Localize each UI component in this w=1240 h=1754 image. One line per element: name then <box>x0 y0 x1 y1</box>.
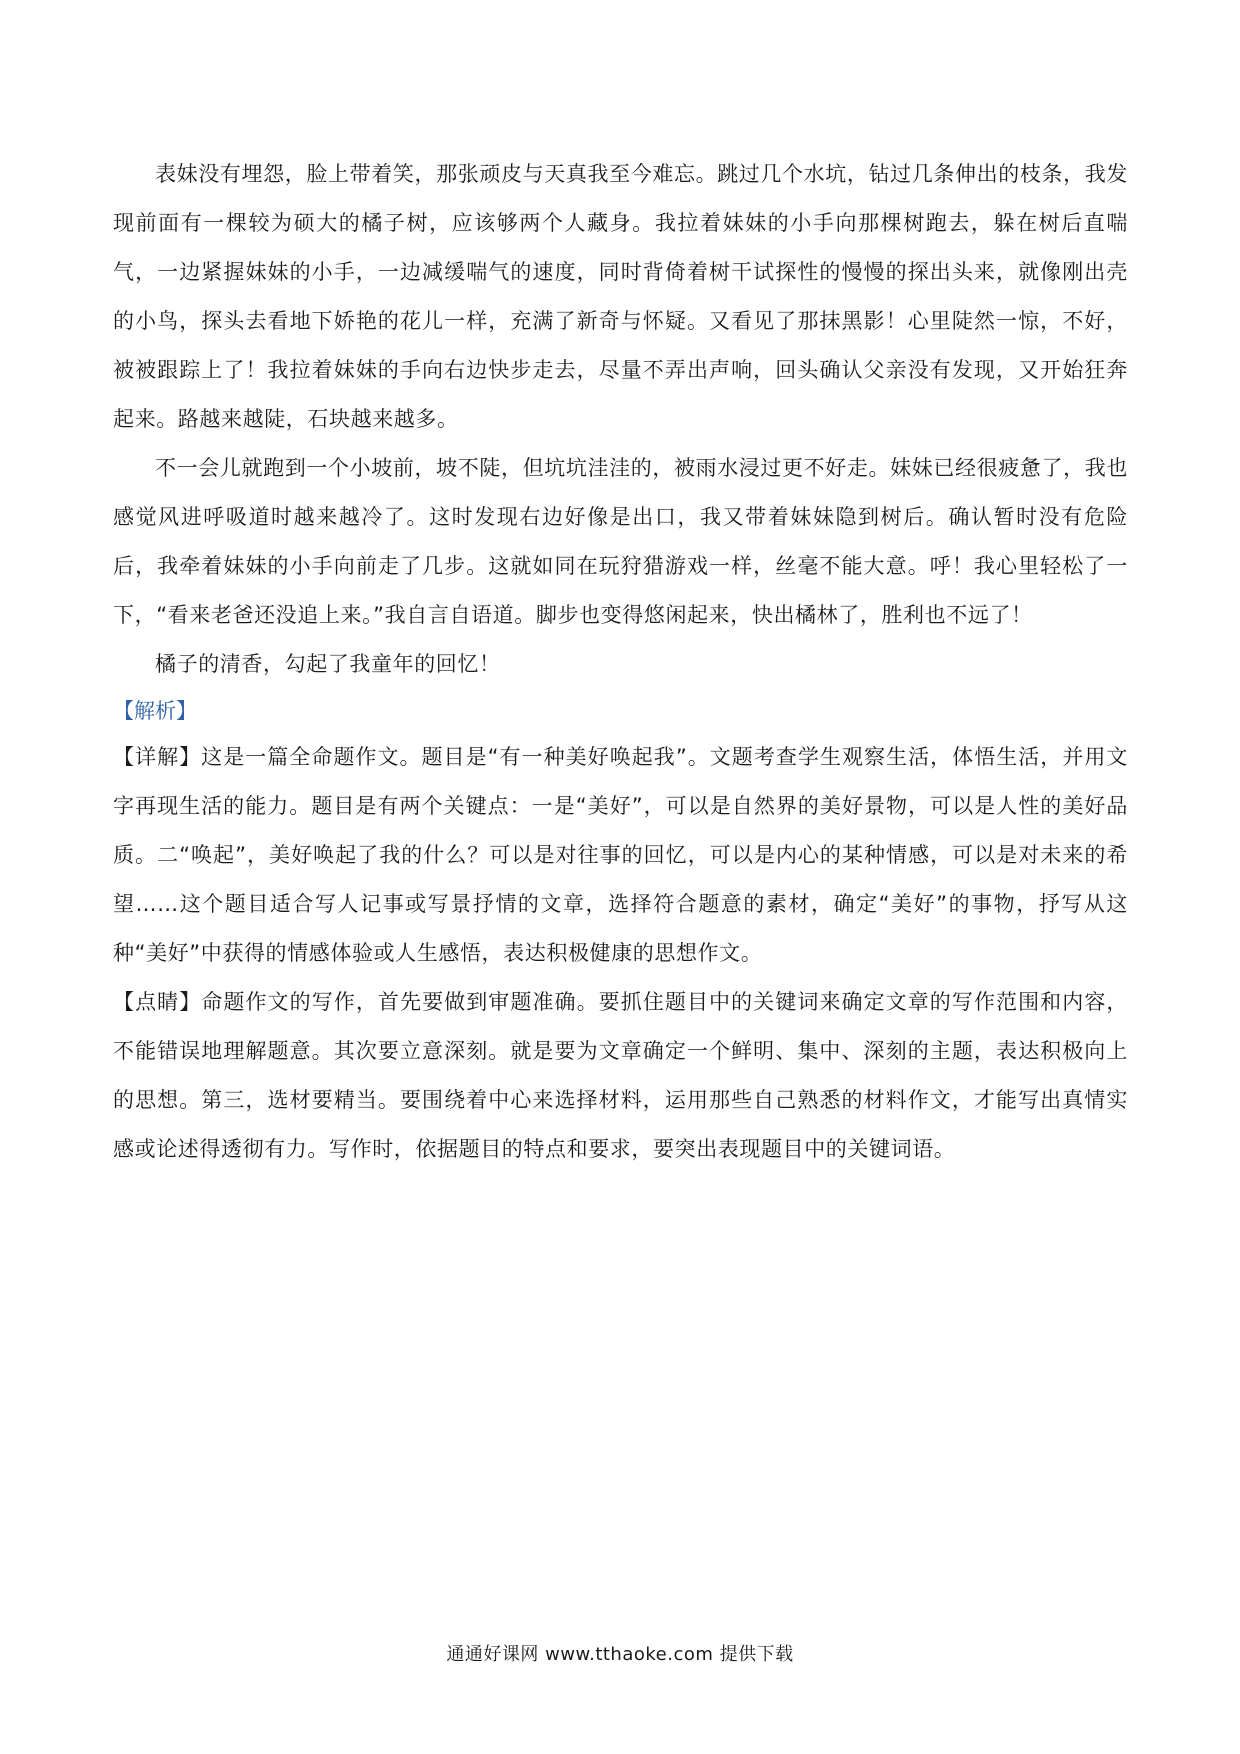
story-paragraph-1: 表妹没有埋怨，脸上带着笑，那张顽皮与天真我至今难忘。跳过几个水坑，钻过几条伸出的枝条，我发现前面有一棵较为硕大的橘子树，应该够两个人藏身。我拉着妹妹的小手向那棵树跑去，躲在树后直喘气，一边紧握妹妹的小手，一边减缓喘气的速度，同时背倚着树干试探性的慢慢的探出头来，就像刚出壳的小鸟，探头去看地下娇艳的花儿一样，充满了新奇与怀疑。又看见了那抹黑影！心里陡然一惊，不好，被被跟踪上了！我拉着妹妹的手向右边快步走去，尽量不弄出声响，回头确认父亲没有发现，又开始狂奔起来。路越来越陡，石块越来越多。 <box>113 162 1128 431</box>
detail-text: 这是一篇全命题作文。题目是“有一种美好唤起我”。文题考查学生观察生活，体悟生活，并用文字再现生活的能力。题目是有两个关键点：一是“美好”，可以是自然界的美好景物，可以是人性的美好品质。二“唤起”，美好唤起了我的什么？可以是对往事的回忆，可以是内心的某种情感，可以是对未来的希望……这个题目适合写人记事或写景抒情的文章，选择符合题意的素材，确定“美好”的事物，抒写从这种“美好”中获得的情感体验或人生感悟，表达积极健康的思想作文。 <box>113 745 1129 965</box>
footer-watermark: 通通好课网 www.tthaoke.com 提供下载 <box>446 1644 794 1665</box>
highlight-label: 【点睛】 <box>113 990 202 1014</box>
detail-label: 【详解】 <box>113 745 202 769</box>
highlight-text: 命题作文的写作，首先要做到审题准确。要抓住题目中的关键词来确定文章的写作范围和内容，不能错误地理解题意。其次要立意深刻。就是要为文章确定一个鲜明、集中、深刻的主题，表达积极向上的思想。第三，选材要精当。要围绕着中心来选择材料，运用那些自己熟悉的材料作文，才能写出真情实感或论述得透彻有力。写作时，依据题目的特点和要求，要突出表现题目中的关键词语。 <box>113 990 1128 1161</box>
story-closing-line: 橘子的清香，勾起了我童年的回忆！ <box>155 652 501 676</box>
detail-paragraph <box>113 733 1128 978</box>
page-content <box>113 150 1128 1174</box>
analysis-heading: 【解析】 <box>113 699 197 723</box>
highlight-paragraph <box>113 978 1128 1174</box>
story-paragraph-2: 不一会儿就跑到一个小坡前，坡不陡，但坑坑洼洼的，被雨水浸过更不好走。妹妹已经很疲惫了，我也感觉风进呼吸道时越来越冷了。这时发现右边好像是出口，我又带着妹妹隐到树后。确认暂时没有危险后，我牵着妹妹的小手向前走了几步。这就如同在玩狩猎游戏一样，丝毫不能大意。呼！我心里轻松了一下，“看来老爸还没追上来。”我自言自语道。脚步也变得悠闲起来，快出橘林了，胜利也不远了！ <box>113 456 1128 627</box>
